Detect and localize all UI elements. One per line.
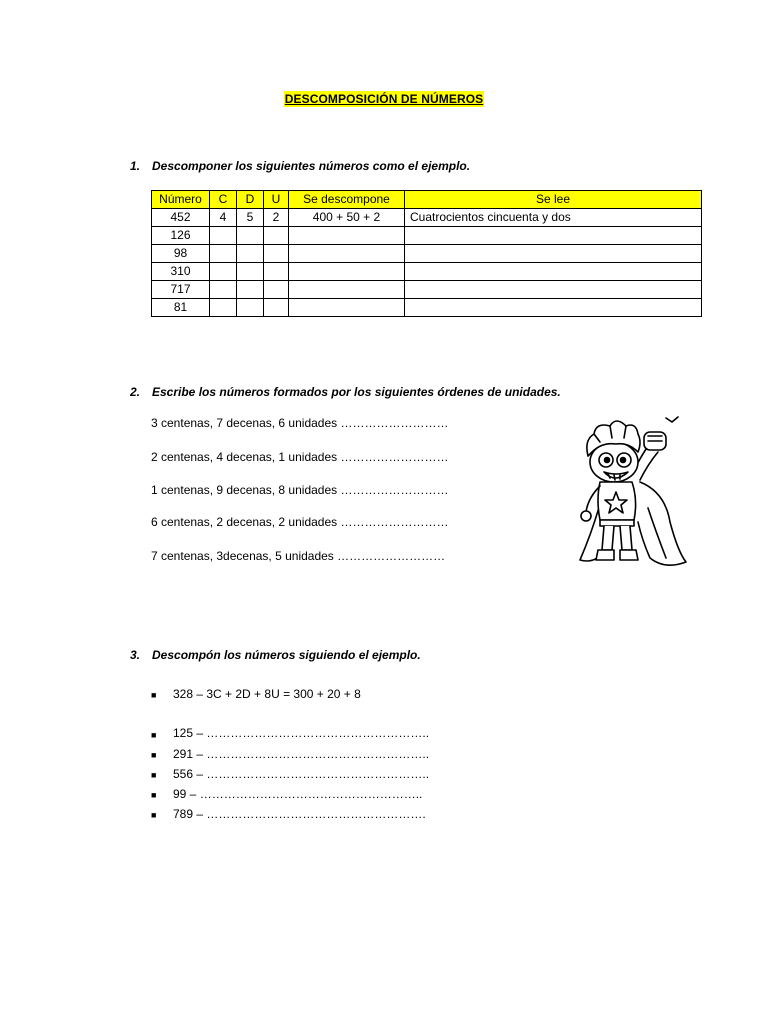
list-item: 125 – ……………………………………………….. bbox=[173, 726, 430, 740]
table-row bbox=[152, 263, 702, 281]
list-item: 291 – ……………………………………………….. bbox=[173, 747, 430, 761]
cell-se-descompone[interactable] bbox=[289, 263, 405, 281]
cell-numero: 717 bbox=[152, 281, 210, 299]
section3-text: Descompón los números siguiendo el ejemplo. bbox=[152, 648, 421, 662]
cell-se-lee: Cuatrocientos cincuenta y dos bbox=[405, 209, 702, 227]
list-item: 3 centenas, 7 decenas, 6 unidades ……………………… bbox=[151, 416, 449, 430]
cell-se-descompone[interactable] bbox=[289, 281, 405, 299]
list-item: 6 centenas, 2 decenas, 2 unidades ……………………… bbox=[151, 515, 449, 529]
cell-u[interactable] bbox=[264, 299, 289, 317]
bullet-icon: ■ bbox=[151, 810, 157, 820]
header-u: U bbox=[264, 191, 289, 209]
table-row bbox=[152, 209, 702, 227]
cell-se-lee[interactable] bbox=[405, 263, 702, 281]
cell-numero: 310 bbox=[152, 263, 210, 281]
header-se-descompone: Se descompone bbox=[289, 191, 405, 209]
header-se-lee: Se lee bbox=[405, 191, 702, 209]
cell-se-lee[interactable] bbox=[405, 245, 702, 263]
cell-d[interactable] bbox=[237, 245, 264, 263]
cell-u[interactable] bbox=[264, 263, 289, 281]
header-d: D bbox=[237, 191, 264, 209]
cell-se-descompone[interactable] bbox=[289, 245, 405, 263]
cell-u[interactable] bbox=[264, 281, 289, 299]
section3-heading bbox=[130, 648, 421, 662]
document-title-text: DESCOMPOSICIÓN DE NÚMEROS bbox=[284, 92, 484, 106]
cell-d[interactable] bbox=[237, 281, 264, 299]
cell-u[interactable] bbox=[264, 227, 289, 245]
decomposition-table bbox=[151, 190, 702, 317]
bullet-icon: ■ bbox=[151, 770, 157, 780]
list-item: 7 centenas, 3decenas, 5 unidades ……………………… bbox=[151, 549, 446, 563]
bullet-icon: ■ bbox=[151, 790, 157, 800]
document-title bbox=[0, 92, 768, 106]
table-row bbox=[152, 299, 702, 317]
section2-heading bbox=[130, 385, 561, 399]
cell-numero: 98 bbox=[152, 245, 210, 263]
section1-text: Descomponer los siguientes números como el ejemplo. bbox=[152, 159, 471, 173]
table-header-row bbox=[152, 191, 702, 209]
cell-c[interactable] bbox=[210, 299, 237, 317]
list-item: 2 centenas, 4 decenas, 1 unidades ……………………… bbox=[151, 450, 449, 464]
header-numero: Número bbox=[152, 191, 210, 209]
section2-text: Escribe los números formados por los siguientes órdenes de unidades. bbox=[152, 385, 561, 399]
cell-c[interactable] bbox=[210, 281, 237, 299]
cell-d[interactable] bbox=[237, 263, 264, 281]
section1-heading bbox=[130, 159, 470, 173]
cell-d: 5 bbox=[237, 209, 264, 227]
cell-numero: 81 bbox=[152, 299, 210, 317]
superhero-illustration bbox=[570, 412, 690, 572]
section3-number: 3. bbox=[130, 648, 141, 662]
list-item: 99 – ……………………………………………….. bbox=[173, 787, 423, 801]
cell-c[interactable] bbox=[210, 245, 237, 263]
cell-numero: 126 bbox=[152, 227, 210, 245]
cell-se-descompone[interactable] bbox=[289, 227, 405, 245]
table-row bbox=[152, 245, 702, 263]
table-row bbox=[152, 227, 702, 245]
cell-c[interactable] bbox=[210, 263, 237, 281]
list-item: 556 – ……………………………………………….. bbox=[173, 767, 430, 781]
cell-se-lee[interactable] bbox=[405, 281, 702, 299]
section2-number: 2. bbox=[130, 385, 141, 399]
cell-c[interactable] bbox=[210, 227, 237, 245]
cell-u[interactable] bbox=[264, 245, 289, 263]
list-item: 1 centenas, 9 decenas, 8 unidades ……………………… bbox=[151, 483, 449, 497]
cell-se-descompone[interactable] bbox=[289, 299, 405, 317]
cell-se-descompone: 400 + 50 + 2 bbox=[289, 209, 405, 227]
cell-d[interactable] bbox=[237, 299, 264, 317]
cell-se-lee[interactable] bbox=[405, 299, 702, 317]
cell-d[interactable] bbox=[237, 227, 264, 245]
cell-c: 4 bbox=[210, 209, 237, 227]
bullet-icon: ■ bbox=[151, 730, 157, 740]
bullet-icon: ■ bbox=[151, 750, 157, 760]
example-line: 328 – 3C + 2D + 8U = 300 + 20 + 8 bbox=[173, 687, 361, 701]
table-row bbox=[152, 281, 702, 299]
header-c: C bbox=[210, 191, 237, 209]
list-item: 789 – ………………………………………………. bbox=[173, 807, 426, 821]
section1-number: 1. bbox=[130, 159, 141, 173]
cell-u: 2 bbox=[264, 209, 289, 227]
bullet-icon: ■ bbox=[151, 690, 157, 700]
cell-numero: 452 bbox=[152, 209, 210, 227]
cell-se-lee[interactable] bbox=[405, 227, 702, 245]
